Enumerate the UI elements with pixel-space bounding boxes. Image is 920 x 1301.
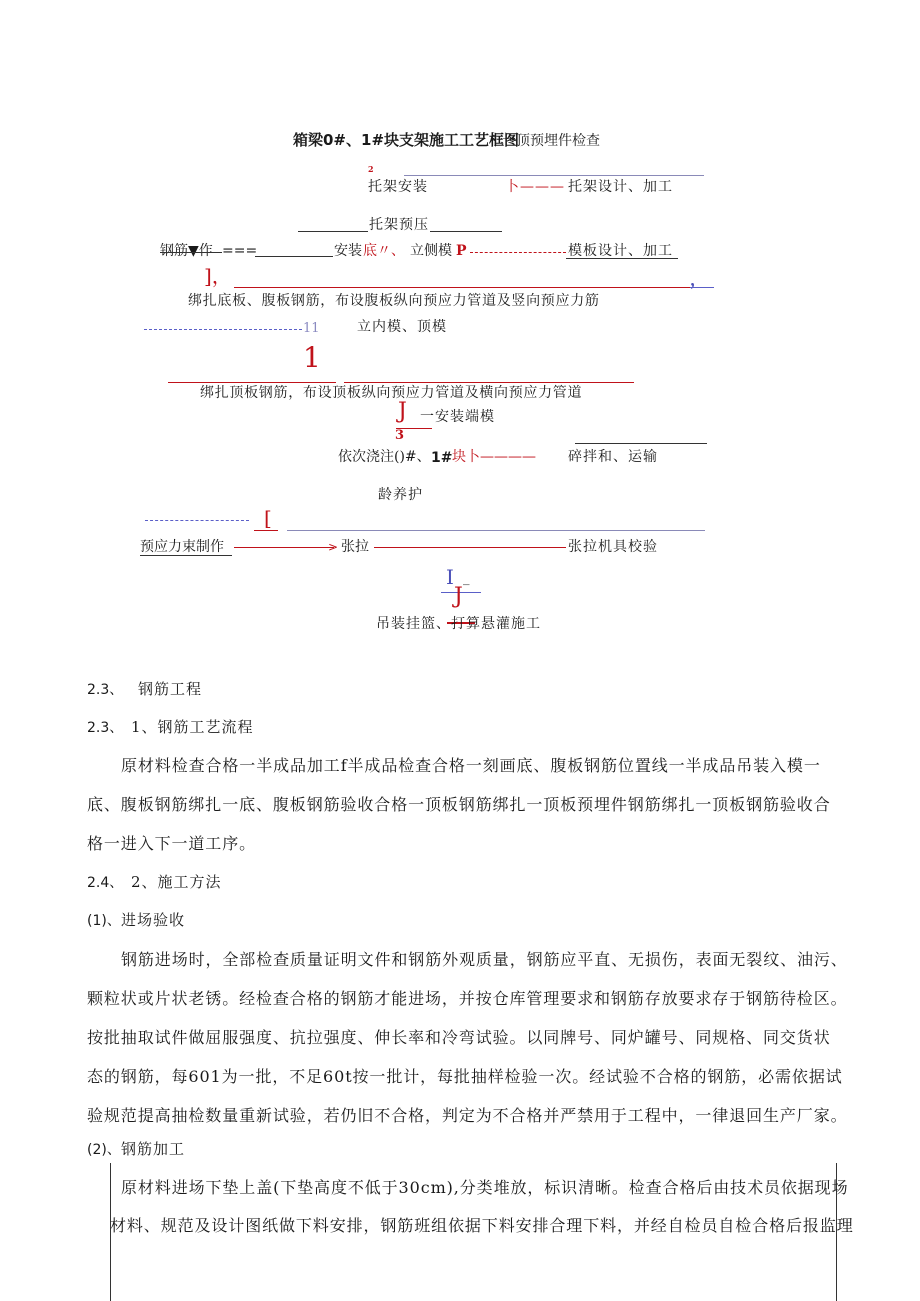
node-tension: 张拉 — [341, 539, 369, 555]
flowchart-title-tail: 一顶预埋件检查 — [502, 133, 600, 149]
connector-line-red — [168, 382, 336, 383]
paragraph-line: 材料、规范及设计图纸做下料安排，钢筋班组依据下料安排合理下料，并经自检员自检合格后报监理 — [110, 1216, 854, 1235]
node-pour-c: 块卜———— — [452, 449, 536, 465]
subsection-title: 钢筋加工 — [121, 1140, 186, 1158]
connector-line — [298, 231, 368, 232]
marker-i: I — [446, 565, 454, 589]
node-pour-b: 1# — [431, 450, 453, 466]
marker-2: 2 — [368, 164, 374, 174]
paragraph-line: 原材料进场下垫上盖(下垫高度不低于30cm),分类堆放，标识清晰。检查合格后由技术员依据现场 — [121, 1178, 849, 1197]
paragraph-line: 底、腹板钢筋绑扎一底、腹板钢筋验收合格一顶板钢筋绑扎一顶板预埋件钢筋绑扎一顶板钢筋验收合 — [87, 795, 831, 814]
section-title: 2、施工方法 — [131, 873, 222, 891]
underline — [566, 258, 678, 259]
marker-comma: ， — [690, 270, 707, 289]
node-pour-a: 依次浇注()#、 — [338, 449, 431, 465]
subsection-title: 进场验收 — [121, 911, 186, 929]
node-curing: 龄养护 — [378, 487, 423, 503]
arrow-red: 卜——— — [505, 179, 565, 195]
section-number: 2.3、 — [87, 682, 124, 698]
connector-line — [575, 443, 707, 444]
node-hoist-basket: 吊装挂篮、打算悬灌施工 — [376, 616, 541, 632]
connector-dash-blue — [145, 520, 249, 521]
node-install-bottom-red: 底〃、 — [363, 243, 405, 259]
paragraph-line: 格一进入下一道工序。 — [87, 834, 257, 853]
connector-line-red — [344, 382, 634, 383]
node-install-bottom: 安装 — [334, 243, 362, 259]
section-title: 1、钢筋工艺流程 — [131, 718, 254, 736]
connector-line — [287, 530, 705, 531]
node-tie-top: 绑扎顶板钢筋，布设顶板纵向预应力管道及横向预应力管道 — [200, 385, 583, 401]
connector-line-red — [374, 547, 566, 548]
strike-line — [160, 252, 222, 253]
connector-dash-blue — [144, 329, 302, 330]
section-number: 2.4、 — [87, 875, 124, 891]
connector-line-red — [254, 530, 278, 531]
node-concrete-mix: 碎拌和、运输 — [568, 449, 658, 465]
subsection-number: (1)、 — [87, 913, 121, 929]
node-tension-calib: 张拉机具校验 — [568, 539, 658, 555]
marker-j: J — [398, 399, 407, 424]
node-side-form: 立侧模 — [410, 243, 452, 259]
paragraph-line: 态的钢筋，每601为一批，不足60t按一批计，每批抽样检验一次。经试验不合格的钢筋，必需依据试 — [87, 1067, 843, 1086]
node-bracket-preload: 托架预压 — [369, 217, 429, 233]
node-rebar-work: 钢筋▼作 — [160, 243, 213, 259]
marker-1: 1 — [303, 341, 321, 374]
node-form-design: 模板设计、加工 — [568, 243, 673, 259]
connector-line — [404, 175, 704, 176]
marker-11: 11 — [303, 321, 320, 336]
connector-line — [255, 256, 333, 257]
marker-bracket: ]， — [204, 264, 232, 288]
marker-dash: _ — [463, 571, 470, 586]
paragraph-line: 颗粒状或片状老锈。经检查合格的钢筋才能进场，并按仓库管理要求和钢筋存放要求存于钢筋待检区。 — [87, 989, 848, 1008]
node-inner-form: 立内模、顶模 — [357, 319, 447, 335]
node-prestress-make: 预应力束制作 — [140, 539, 224, 555]
node-bracket-install: 托架安装 — [368, 179, 428, 195]
connector-line-blue — [690, 287, 714, 288]
node-bracket-design: 托架设计、加工 — [568, 179, 673, 195]
arrow-head: > — [328, 540, 339, 554]
paragraph-line: 验规范提高抽检数量重新试验，若仍旧不合格，判定为不合格并严禁用于工程中，一律退回生产厂家。 — [87, 1106, 848, 1125]
connector-dash-red — [470, 252, 566, 253]
paragraph-line: 原材料检查合格一半成品加工f半成品检查合格一刻画底、腹板钢筋位置线一半成品吊装入模一 — [121, 756, 821, 775]
marker-bracket2: [ — [264, 506, 272, 530]
node-tie-bottom-web: 绑扎底板、腹板钢筋，布设腹板纵向预应力管道及竖向预应力筋 — [188, 293, 600, 309]
marker-3: 3 — [395, 428, 405, 443]
underline — [140, 555, 232, 556]
marker-p: P — [456, 243, 467, 259]
arrow-line-red — [234, 547, 334, 548]
section-number: 2.3、 — [87, 720, 124, 736]
connector-dash: === — [222, 243, 258, 259]
connector-line — [430, 231, 502, 232]
flowchart-title: 箱梁0#、1#块支架施工工艺框图 — [293, 131, 520, 149]
connector-line-red — [234, 287, 696, 288]
section-title: 钢筋工程 — [138, 680, 203, 698]
subsection-number: (2)、 — [87, 1142, 121, 1158]
marker-j2: J — [454, 584, 463, 609]
paragraph-line: 按批抽取试件做屈服强度、抗拉强度、伸长率和冷弯试验。以同牌号、同炉罐号、同规格、同交货状 — [87, 1028, 831, 1047]
node-end-form: 一安装端模 — [420, 409, 495, 425]
paragraph-line: 钢筋进场时，全部检查质量证明文件和钢筋外观质量，钢筋应平直、无损伤，表面无裂纹、油污、 — [121, 950, 848, 969]
